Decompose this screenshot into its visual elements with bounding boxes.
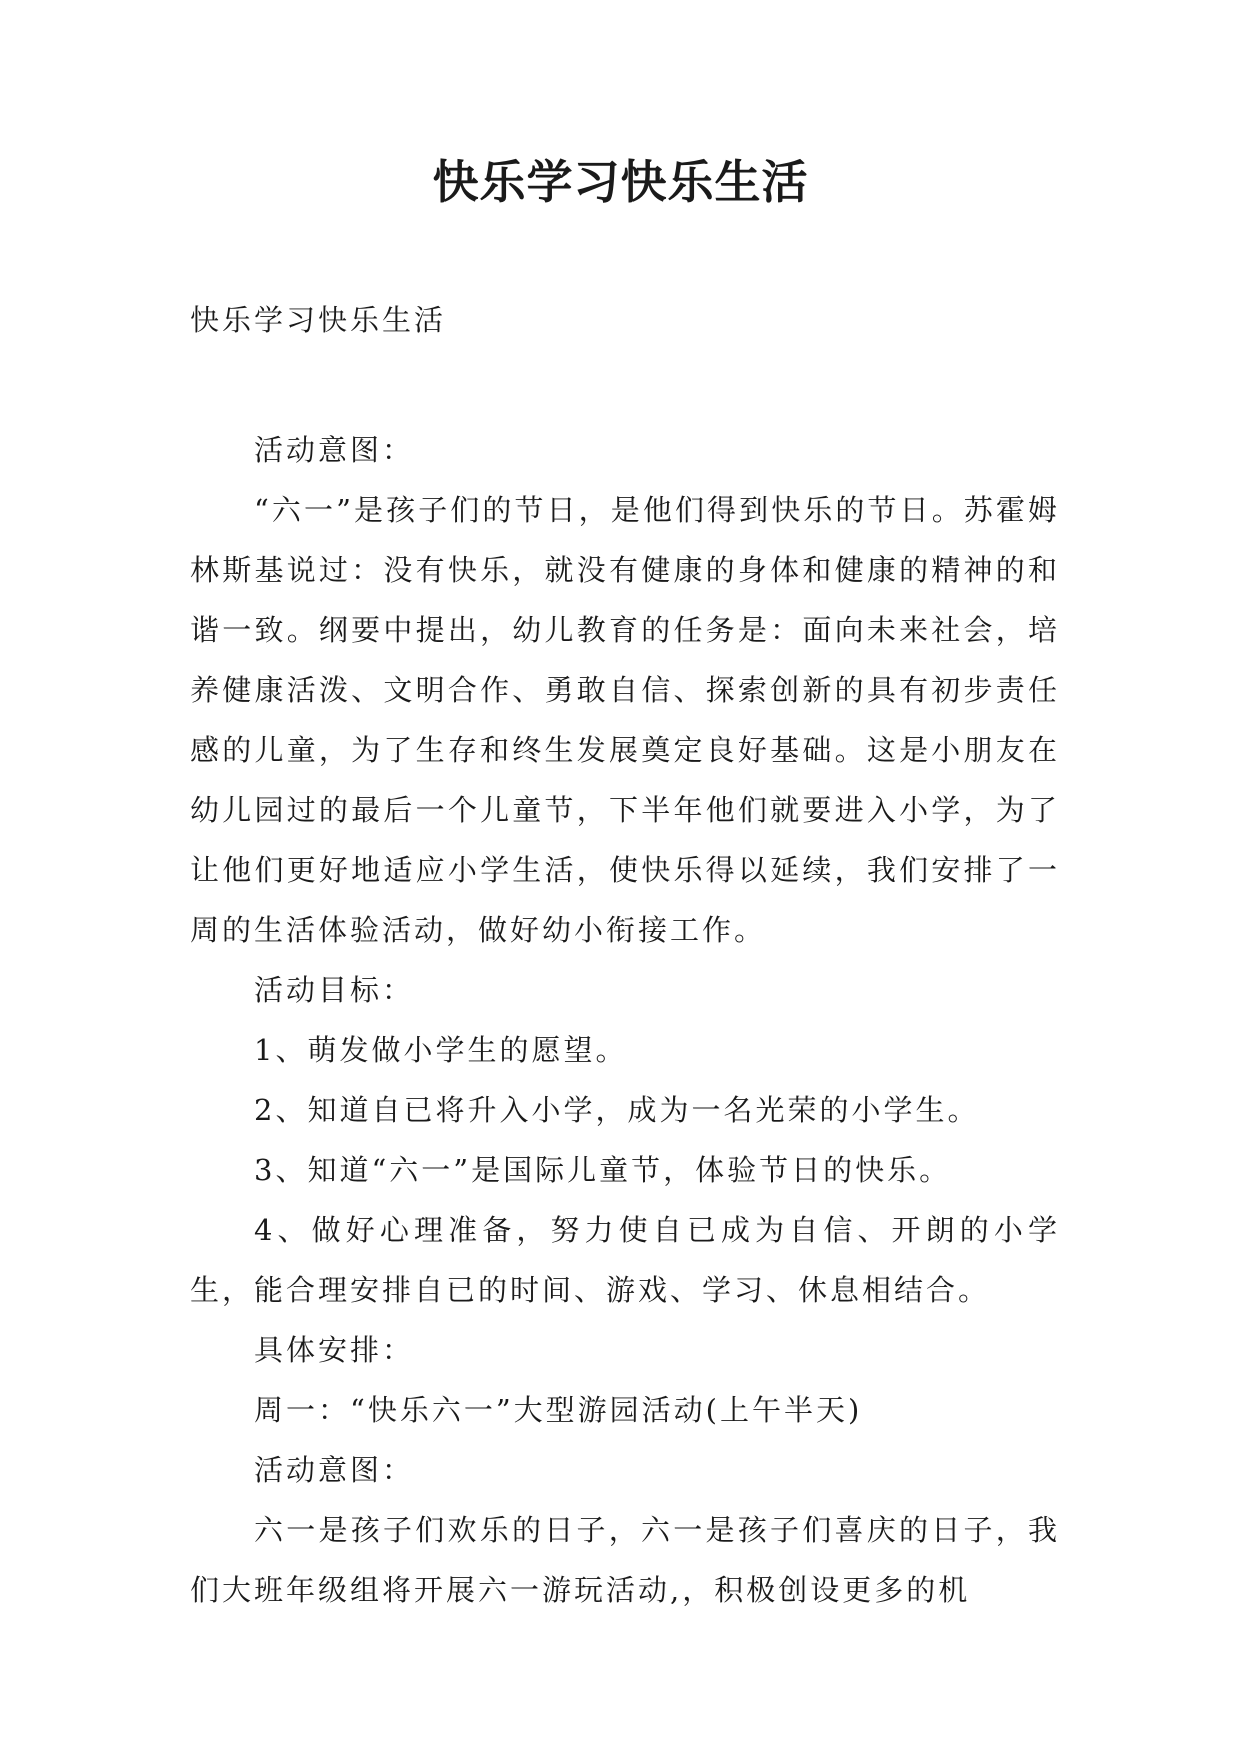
document-body: [190, 290, 1060, 1620]
section-heading-schedule: 具体安排：: [254, 1333, 415, 1367]
goal-item-3: 3、知道“六一”是国际儿童节，体验节日的快乐。: [254, 1153, 952, 1187]
section-heading-intent: 活动意图：: [254, 433, 415, 467]
document-title: 快乐学习快乐生活: [432, 155, 809, 209]
document-subtitle: 快乐学习快乐生活: [190, 303, 447, 337]
paragraph-monday-intent: 六一是孩子们欢乐的日子，六一是孩子们喜庆的日子，我们大班年级组将开展六一游玩活动,，积极创设更多的机: [190, 1513, 1060, 1607]
section-heading-goals: 活动目标：: [254, 973, 415, 1007]
goal-item-1: 1、萌发做小学生的愿望。: [254, 1033, 628, 1067]
goal-item-4: 4、做好心理准备，努力使自已成为自信、开朗的小学生，能合理安排自已的时间、游戏、学习、休息相结合。: [190, 1213, 1060, 1307]
schedule-item-monday: 周一：“快乐六一”大型游园活动(上午半天): [254, 1393, 863, 1427]
paragraph-intent: “六一”是孩子们的节日，是他们得到快乐的节日。苏霍姆林斯基说过：没有快乐，就没有健康的身体和健康的精神的和谐一致。纲要中提出，幼儿教育的任务是：面向未来社会，培养健康活泼、文明合作、勇敢自信、探索创新的具有初步责任感的儿童，为了生存和终生发展奠定良好基础。这是小朋友在幼儿园过的最后一个儿童节，下半年他们就要进入小学，为了让他们更好地适应小学生活，使快乐得以延续，我们安排了一周的生活体验活动，做好幼小衔接工作。: [190, 493, 1060, 947]
goal-item-2: 2、知道自已将升入小学，成为一名光荣的小学生。: [254, 1093, 980, 1127]
section-heading-intent-2: 活动意图：: [254, 1453, 415, 1487]
